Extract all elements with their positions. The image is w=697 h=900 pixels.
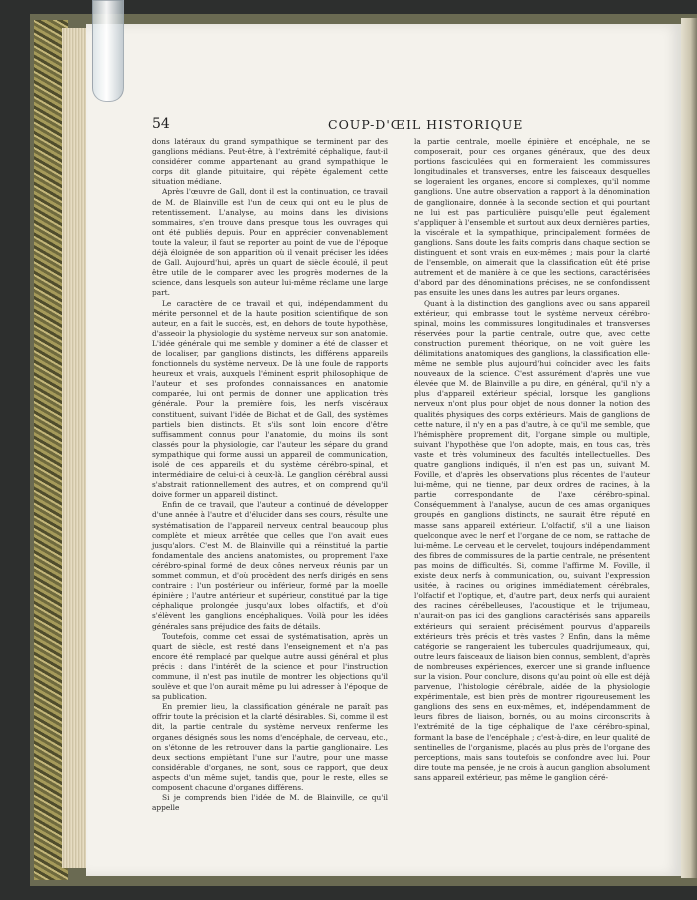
right-page-edge [681, 18, 697, 878]
running-header [152, 116, 652, 134]
running-title: COUP-D'ŒIL HISTORIQUE [328, 117, 524, 132]
paragraph: la partie centrale, moelle épinière et encéphale, ne se composerait, pour ces organes généraux, que des deux portions fasciculées qui en formeraient les commissures longitudinales et transverses, entre les faisceaux desquelles se logeraient les organes, encore si complexes, qu'il nomme ganglions. Une autre observation a rapport à la dénomination de ganglionaire, donnée à la seconde section et qui pourtant ne lui est pas particulière puisqu'elle peut également s'appliquer à l'ensemble et surtout aux deux dernières parties, la viscérale et la sympathique, principalement formées de ganglions. Sans doute les faits compris dans chaque section se distinguent et sont vrais en eux-mêmes ; mais pour la clarté de l'ensemble, on aimerait que la classification eût été prise autrement et de manière à ce que les sections, caractérisées d'abord par des dénominations précises, ne se confondissent pas ensuite les unes dans les autres par leurs organes. [414, 137, 650, 298]
paragraph: Le caractère de ce travail et qui, indépendamment du mérite personnel et de la haute position scientifique de son auteur, en a fait le succès, est, en dehors de toute hypothèse, d'asseoir la physiologie du système nerveux sur son anatomie. L'idée générale qui me semble y dominer a été de classer et de localiser, par ganglions distincts, les différens appareils fonctionnels du système nerveux. De là une foule de rapports heureux et vrais, auxquels l'éminent esprit philosophique de l'auteur et ses profondes connaissances en anatomie comparée, lui ont permis de donner une application très générale. Pour la première fois, les nerfs viscéraux constituent, suivant l'idée de Bichat et de Gall, des systèmes partiels bien distincts. Et s'ils sont loin encore d'être suffisamment connus pour l'anatomie, du moins ils sont classés pour la physiologie, car l'auteur les sépare du grand sympathique qui forme aussi un appareil de communication, isolé de ces appareils et du système cérébro-spinal, et intermédiaire de celui-ci à ceux-là. Le ganglion cérébral aussi s'abstrait rationnellement des autres, et on comprend qu'il doive former un appareil distinct. [152, 298, 388, 500]
page-stack-edges [62, 28, 88, 868]
page-clip [92, 0, 124, 102]
paragraph: Enfin de ce travail, que l'auteur a continué de développer d'une année à l'autre et d'élucider dans ses cours, résulte une systématisation de l'appareil nerveux central beaucoup plus complète et mieux arrêtée que celles que l'on avait eues jusqu'alors. C'est M. de Blainville qui a réinstitué la partie fondamentale des anciens anatomistes, ou proprement l'axe cérébro-spinal formé de deux cônes nerveux réunis par un sommet commun, et d'où procèdent des nerfs dirigés en sens contraire : l'un postérieur ou inférieur, formé par la moelle épinière ; l'autre antérieur et supérieur, constitué par la tige céphalique prolongée jusqu'aux lobes olfactifs, et d'où s'élèvent les ganglions encéphaliques. Voilà pour les idées générales sans préjudice des faits de détails. [152, 500, 388, 631]
paragraph: En premier lieu, la classification générale ne paraît pas offrir toute la précision et la clarté désirables. Si, comme il est dit, la partie centrale du système nerveux renferme les organes désignés sous les noms d'encéphale, de cerveau, etc., on s'étonne de les retrouver dans la partie ganglionaire. Les deux sections empiètant l'une sur l'autre, pour une masse considérable d'organes, ne sont, sous ce rapport, que deux aspects d'un même sujet, tandis que, pour le reste, elles se composent chacune d'organes différens. [152, 702, 388, 792]
right-text-column [414, 137, 650, 783]
left-text-column [152, 137, 388, 813]
paragraph: Après l'œuvre de Gall, dont il est la continuation, ce travail de M. de Blainville est l'un de ceux qui ont eu le plus de retentissement. L'analyse, au moins dans les divisions sommaires, s'en trouve dans presque tous les ouvrages qui ont été publiés depuis. Pour en apprécier convenablement toute la valeur, il faut se reporter au point de vue de l'époque déjà éloignée de son apparition où il venait préciser les idées de Gall. Aujourd'hui, après un quart de siècle écoulé, il peut être utile de le comparer avec les progrès modernes de la science, dans lesquels son auteur lui-même réclame une large part. [152, 187, 388, 298]
paragraph: Si je comprends bien l'idée de M. de Blainville, ce qu'il appelle [152, 793, 388, 813]
paragraph: Toutefois, comme cet essai de systématisation, après un quart de siècle, est resté dans l'enseignement et n'a pas encore été remplacé par quelque autre aussi général et plus précis : dans l'intérêt de la science et pour l'instruction commune, il n'est pas inutile de montrer les objections qu'il soulève et que l'on aurait même pu lui adresser à l'époque de sa publication. [152, 631, 388, 702]
paragraph: dons latéraux du grand sympathique se terminent par des ganglions médians. Peut-être, à l'extrémité céphalique, faut-il considérer comme appartenant au grand sympathique le corps dit glande pituitaire, qui répète également cette situation médiane. [152, 137, 388, 187]
paragraph: Quant à la distinction des ganglions avec ou sans appareil extérieur, qui embrasse tout le système nerveux cérébro-spinal, moins les commissures longitudinales et transverses réservées pour la partie centrale, outre que, avec cette construction purement théorique, on ne voit guère les délimitations anatomiques des ganglions, la classification elle-même ne semble plus aujourd'hui coïncider avec les faits nouveaux de la science. C'est assurément d'après une vue élevée que M. de Blainville a pu dire, en général, qu'il n'y a plus d'appareil extérieur spécial, lorsque les ganglions nerveux n'ont plus pour objet de nous donner la notion des qualités physiques des corps extérieurs. Mais de ganglions de cette nature, il n'y en a pas d'autre, à ce qu'il me semble, que l'hémisphère proprement dit, l'organe simple ou multiple, suivant l'hypothèse que l'on adopte, mais, en tous cas, très vaste et très volumineux des facultés intellectuelles. Des quatre ganglions indiqués, il n'en est pas un, suivant M. Foville, et d'après les observations plus récentes de l'auteur lui-même, qui ne tienne, par deux ordres de racines, à la partie correspondante de l'axe cérébro-spinal. Conséquemment à l'analyse, aucun de ces amas organiques groupés en ganglions distincts, ne saurait être réputé en masse sans appareil extérieur. L'olfactif, s'il a une liaison quelconque avec le nerf et l'organe de ce nom, se rattache de lui-même. Le cerveau et le cervelet, toujours indépendamment des fibres de commissures de la partie centrale, ne présentent pas moins de difficultés. Si, comme l'affirme M. Foville, il existe deux nerfs à communication, ou, suivant l'expression usitée, à racines ou origines immédiatement cérébrales, l'olfactif et l'optique, et, d'autre part, deux nerfs qui auraient des racines cérébelleuses, l'acoustique et le trijumeau, n'aurait-on pas ici des ganglions caractérisés sans appareils extérieurs qui seraient précisément pourvus d'appareils extérieurs très précis et très vastes ? Enfin, dans la même catégorie se rangeraient les tubercules quadrijumeaux, qui, outre leurs faisceaux de liaison bien connus, semblent, d'après de nombreuses expériences, exercer une si grande influence sur la vision. Pour conclure, disons qu'au point où elle est déjà parvenue, l'histologie cérébrale, aidée de la physiologie expérimentale, est bien près de montrer rigoureusement les ganglions des sens en eux-mêmes, et, indépendamment de leurs fibres de liaison, bornés, ou au moins circonscrits à l'extrémité de la tige céphalique de l'axe cérébro-spinal, formant la base de l'encéphale ; c'est-à-dire, en leur qualité de sentinelles de l'organisme, placés au plus près de l'organe des perceptions, mais sans toutefois se confondre avec lui. Pour dire toute ma pensée, je ne crois à aucun ganglion absolument sans appareil extérieur, pas même le ganglion céré- [414, 298, 651, 782]
page-number: 54 [152, 116, 170, 132]
